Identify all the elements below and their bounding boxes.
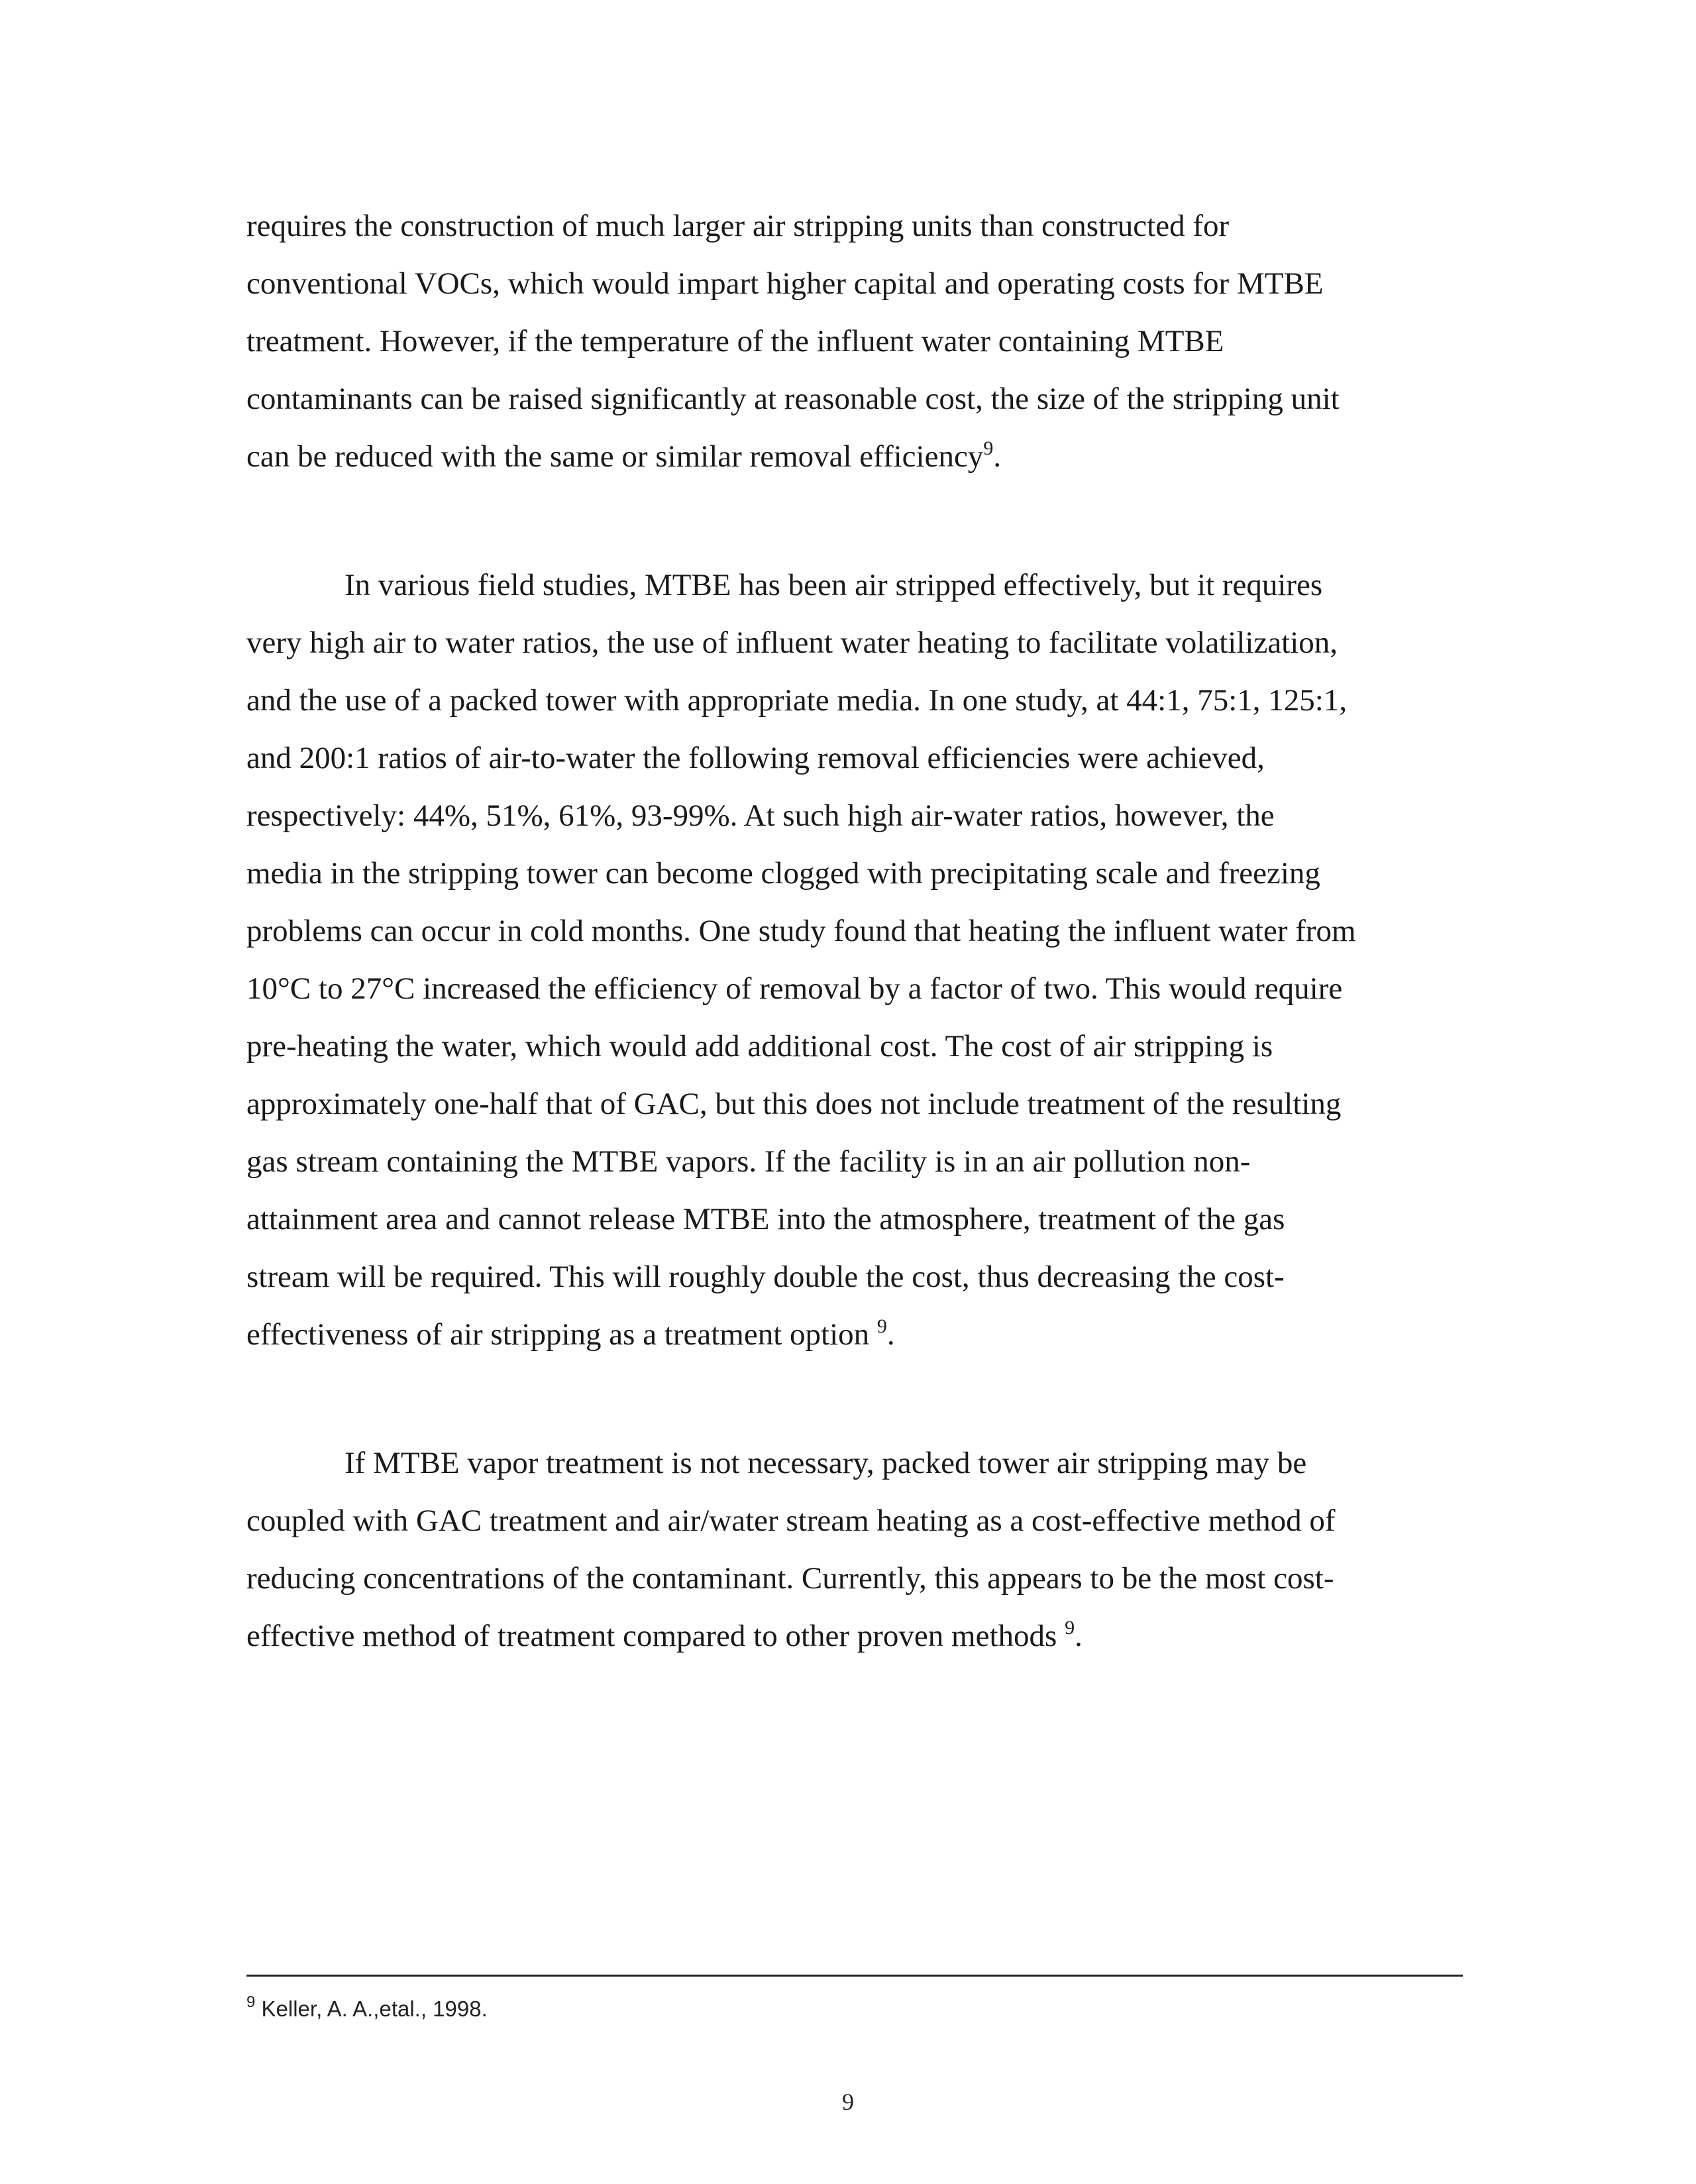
text-run: effectiveness of air stripping as a treatment option	[246, 1317, 877, 1352]
footnote-reference: 9	[983, 437, 994, 459]
text-line: media in the stripping tower can become clogged with precipitating scale and freezing	[246, 856, 1320, 891]
text-line: and 200:1 ratios of air-to-water the following removal efficiencies were achieved,	[246, 741, 1265, 775]
text-run: effective method of treatment compared to other proven methods	[246, 1619, 1065, 1653]
text-line: stream will be required. This will roughly double the cost, thus decreasing the cost-	[246, 1260, 1285, 1294]
text-line: If MTBE vapor treatment is not necessary, packed tower air stripping may be	[344, 1446, 1307, 1480]
paragraph-2	[246, 557, 1479, 1364]
text-line: problems can occur in cold months. One study found that heating the influent water from	[246, 914, 1356, 948]
text-line-last	[246, 1608, 1479, 1665]
text-line: pre-heating the water, which would add additional cost. The cost of air stripping is	[246, 1029, 1273, 1064]
footnote-marker: 9	[246, 1993, 256, 2011]
text-line: In various field studies, MTBE has been air stripped effectively, but it requires	[344, 568, 1323, 602]
text-line: respectively: 44%, 51%, 61%, 93-99%. At such high air-water ratios, however, the	[246, 798, 1275, 833]
text-run: .	[993, 439, 1002, 474]
text-run: can be reduced with the same or similar removal efficiency	[246, 439, 984, 474]
text-line: coupled with GAC treatment and air/water stream heating as a cost-effective method of	[246, 1503, 1336, 1538]
text-line: requires the construction of much larger air stripping units than constructed for	[246, 209, 1230, 243]
footnote-reference: 9	[1065, 1617, 1075, 1639]
text-line: treatment. However, if the temperature of the influent water containing MTBE	[246, 324, 1224, 358]
text-run: .	[1075, 1619, 1083, 1653]
paragraph-1	[246, 197, 1479, 486]
text-line: very high air to water ratios, the use of influent water heating to facilitate volatilization,	[246, 626, 1338, 660]
body-text	[246, 197, 1479, 1665]
text-line: 10°C to 27°C increased the efficiency of removal by a factor of two. This would require	[246, 971, 1343, 1006]
page-number: 9	[842, 2089, 854, 2115]
text-line: gas stream containing the MTBE vapors. If the facility is in an air pollution non-	[246, 1144, 1251, 1179]
text-line-last	[246, 1306, 1479, 1364]
footnote-separator	[246, 1975, 1463, 1977]
text-run: .	[886, 1317, 895, 1352]
text-line: attainment area and cannot release MTBE into the atmosphere, treatment of the gas	[246, 1202, 1285, 1236]
text-line-last	[246, 428, 1479, 486]
footnote-text: Keller, A. A.,etal., 1998.	[255, 1996, 488, 2021]
text-line: conventional VOCs, which would impart higher capital and operating costs for MTBE	[246, 266, 1324, 301]
footnote-reference: 9	[876, 1315, 887, 1337]
paragraph-3	[246, 1435, 1479, 1665]
text-line: approximately one-half that of GAC, but this does not include treatment of the resulting	[246, 1087, 1342, 1121]
text-line: contaminants can be raised significantly at reasonable cost, the size of the stripping unit	[246, 382, 1340, 416]
footnote	[246, 1994, 488, 2024]
text-line: reducing concentrations of the contaminant. Currently, this appears to be the most cost-	[246, 1561, 1334, 1596]
text-line: and the use of a packed tower with appropriate media. In one study, at 44:1, 75:1, 125:1,	[246, 683, 1348, 718]
